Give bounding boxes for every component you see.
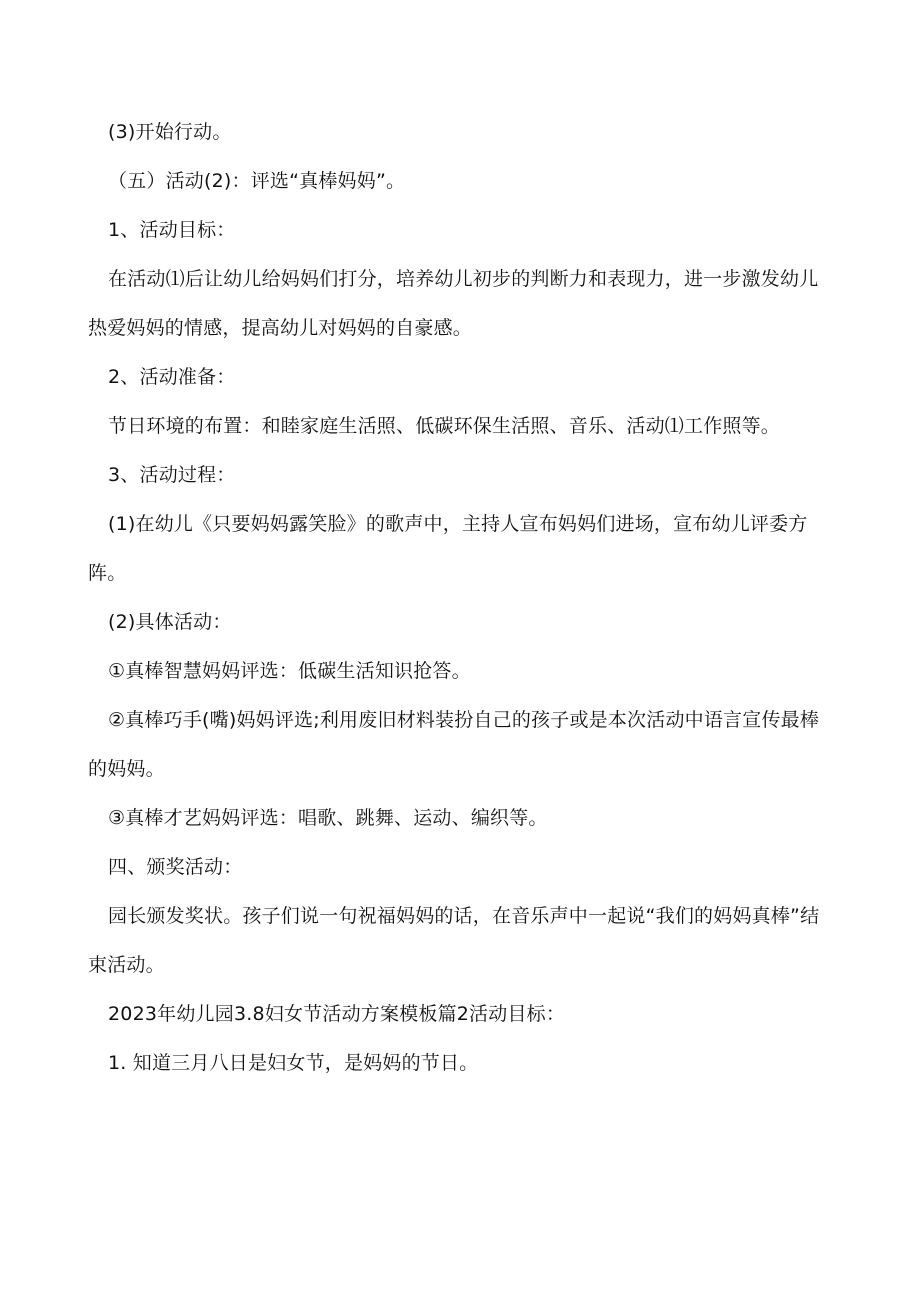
paragraph-handy-mom: ②真棒巧手(嘴)妈妈评选;利用废旧材料装扮自己的孩子或是本次活动中语言宣传最棒的妈妈。 xyxy=(88,709,820,780)
paragraph-activity-goal-text: 在活动⑴后让幼儿给妈妈们打分，培养幼儿初步的判断力和表现力，进一步激发幼儿热爱妈妈的情感，提高幼儿对妈妈的自豪感。 xyxy=(88,268,819,339)
paragraph-preparation-heading: 2、活动准备： xyxy=(108,366,236,388)
paragraph-activity-2-heading: （五）活动(2)：评选“真棒妈妈”。 xyxy=(108,170,406,192)
paragraph-template-title: 2023年幼儿园3.8妇女节活动方案模板篇2活动目标： xyxy=(108,1003,566,1025)
paragraph-process-step-2: (2)具体活动： xyxy=(108,611,232,633)
paragraph-award-text: 园长颁发奖状。孩子们说一句祝福妈妈的话，在音乐声中一起说“我们的妈妈真棒”结束活动。 xyxy=(88,905,820,976)
paragraph-wisdom-mom: ①真棒智慧妈妈评选：低碳生活知识抢答。 xyxy=(108,660,471,682)
paragraph-step-3: (3)开始行动。 xyxy=(108,121,232,143)
paragraph-activity-goal-heading: 1、活动目标： xyxy=(108,219,236,241)
paragraph-process-step-1: (1)在幼儿《只要妈妈露笑脸》的歌声中，主持人宣布妈妈们进场，宣布幼儿评委方阵。 xyxy=(88,513,808,584)
paragraph-goal-1: 1. 知道三月八日是妇女节，是妈妈的节日。 xyxy=(108,1052,479,1074)
paragraph-award-heading: 四、颁奖活动： xyxy=(108,856,243,878)
paragraph-talent-mom: ③真棒才艺妈妈评选：唱歌、跳舞、运动、编织等。 xyxy=(108,807,548,829)
paragraph-preparation-text: 节日环境的布置：和睦家庭生活照、低碳环保生活照、音乐、活动⑴工作照等。 xyxy=(108,415,781,437)
paragraph-process-heading: 3、活动过程： xyxy=(108,464,236,486)
